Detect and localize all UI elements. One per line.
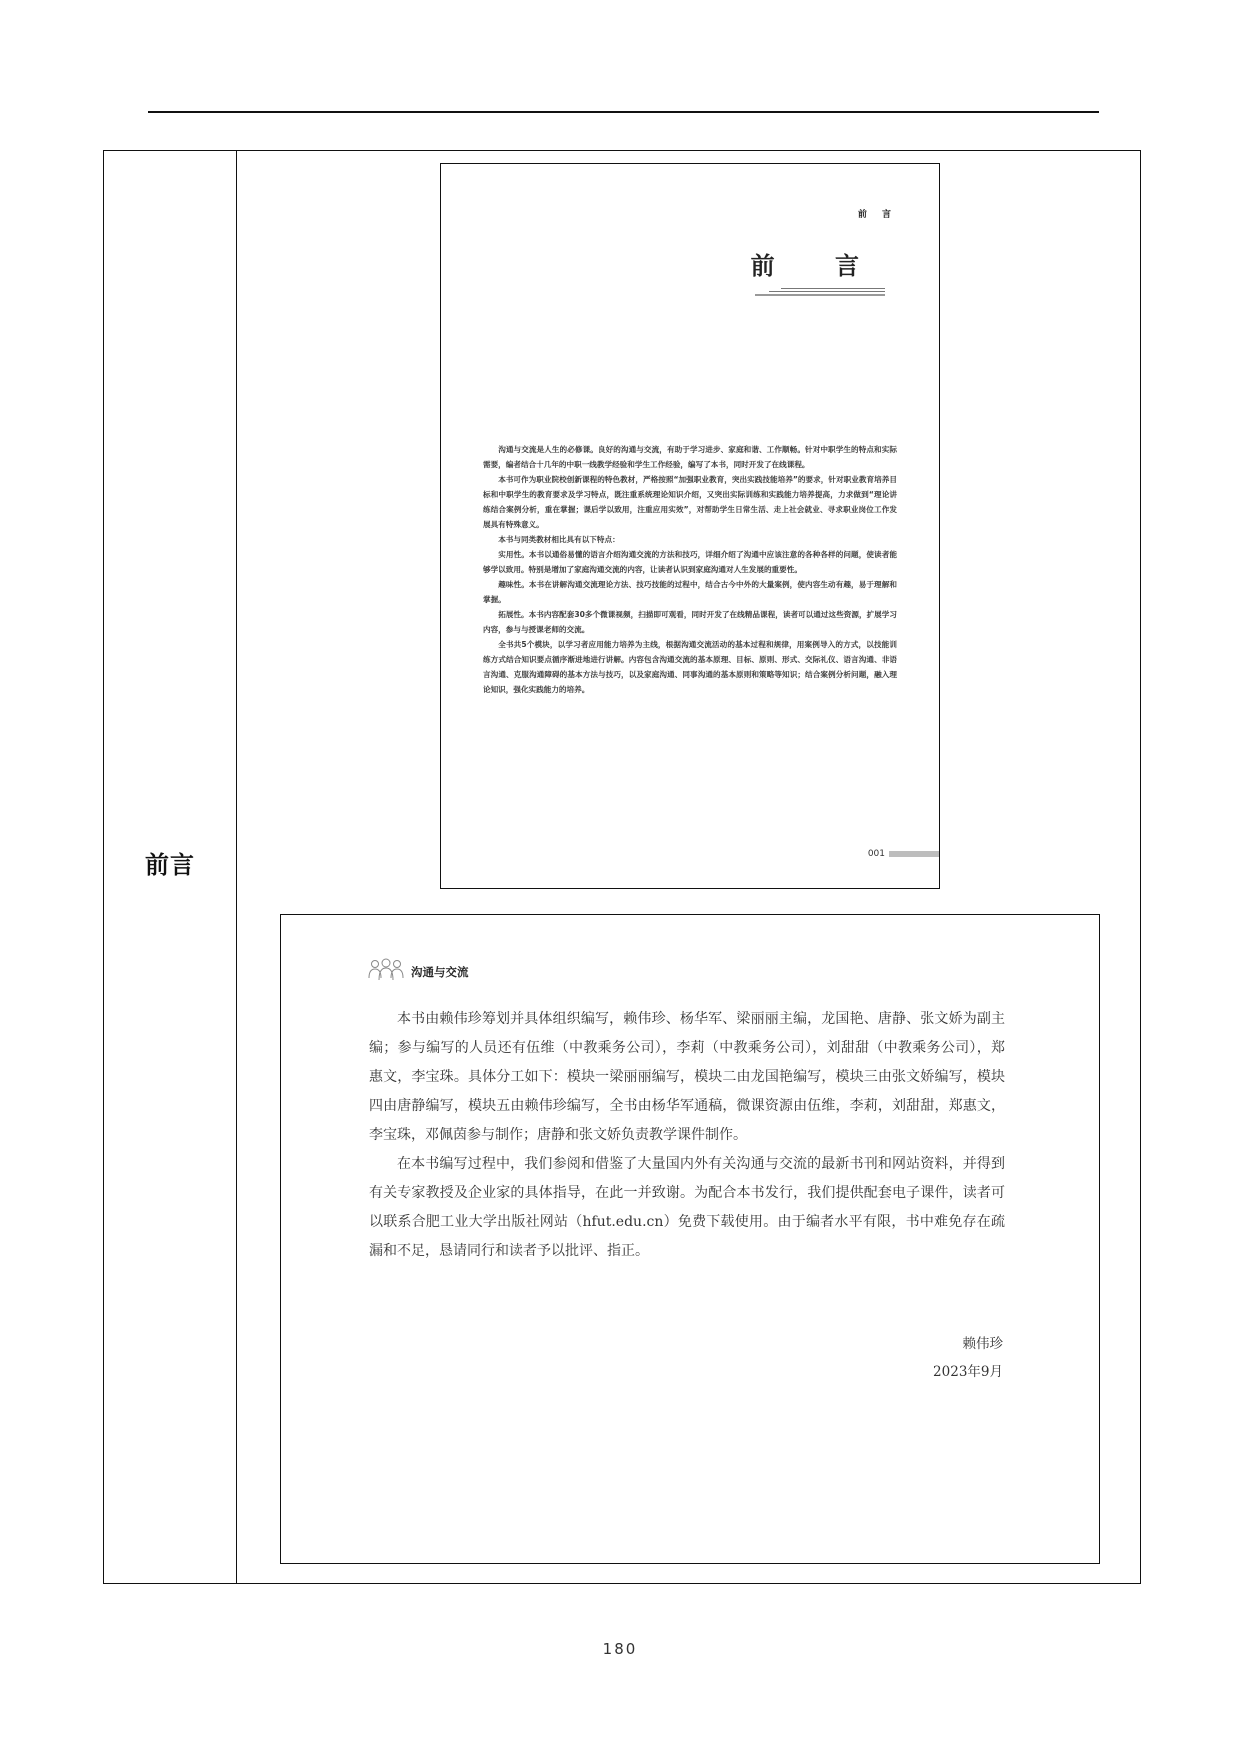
preface-page-scan: [440, 163, 940, 889]
preface-continuation-scan: [280, 914, 1100, 1564]
book-title: 沟通与交流: [411, 965, 469, 979]
preface-body: [483, 442, 897, 697]
book-header: [367, 960, 469, 984]
author-name: 赖伟珍: [962, 1336, 1003, 1352]
paragraph: 本书由赖伟珍筹划并具体组织编写，赖伟珍、杨华军、梁丽丽主编，龙国艳、唐静、张文娇为副主编；参与编写的人员还有伍维（中教乘务公司），李莉（中教乘务公司），刘甜甜（中教乘务公司），郑惠文，李宝珠。具体分工如下：模块一梁丽丽编写，模块二由龙国艳编写，模块三由张文娇编写，模块四由唐静编写，模块五由赖伟珍编写，全书由杨华军通稿，微课资源由伍维，李莉，刘甜甜，郑惠文，李宝珠，邓佩茵参与制作；唐静和张文娇负责教学课件制作。: [369, 1011, 1005, 1143]
paragraph: 本书可作为职业院校创新课程的特色教材，严格按照“加强职业教育，突出实践技能培养”的要求，针对职业教育培养目标和中职学生的教育要求及学习特点，既注重系统理论知识介绍，又突出实际训练和实践能力培养提高，力求做到“理论讲练结合案例分析，重在掌握；课后学以致用，注重应用实效”，对帮助学生日常生活、走上社会就业、寻求职业岗位工作发展具有特殊意义。: [483, 475, 897, 529]
paragraph: 实用性。本书以通俗易懂的语言介绍沟通交流的方法和技巧，详细介绍了沟通中应该注意的各种各样的问题，使读者能够学以致用。特别是增加了家庭沟通交流的内容，让读者认识到家庭沟通对人生发展的重要性。: [483, 550, 897, 574]
row-label: 前言: [145, 851, 195, 879]
page-number: 180: [602, 1640, 638, 1658]
paragraph: 拓展性。本书内容配套30多个微课视频，扫描即可观看，同时开发了在线精品课程，读者可以通过这些资源，扩展学习内容，参与与授课老师的交流。: [483, 610, 897, 634]
running-header: 前 言: [857, 210, 897, 220]
title-underline: [755, 294, 885, 296]
paragraph: 本书与同类教材相比具有以下特点：: [498, 535, 620, 544]
scan-page-number: 001: [867, 849, 885, 859]
paragraph: 趣味性。本书在讲解沟通交流理论方法、技巧技能的过程中，结合古今中外的大量案例，使内容生动有趣，易于理解和掌握。: [483, 580, 897, 604]
continuation-body: [369, 1005, 1005, 1266]
header-rule: [148, 111, 1099, 113]
title-underline: [769, 291, 885, 292]
preface-title: 前 言: [750, 252, 885, 280]
paragraph: 在本书编写过程中，我们参阅和借鉴了大量国内外有关沟通与交流的最新书刊和网站资料，并得到有关专家教授及企业家的具体指导，在此一并致谢。为配合本书发行，我们提供配套电子课件，读者可以联系合肥工业大学出版社网站（hfut.edu.cn）免费下载使用。由于编者水平有限，书中难免存在疏漏和不足，恳请同行和读者予以批评、指正。: [369, 1156, 1005, 1259]
paragraph: 沟通与交流是人生的必修课。良好的沟通与交流，有助于学习进步、家庭和谐、工作顺畅。针对中职学生的特点和实际需要，编者结合十几年的中职一线教学经验和学生工作经验，编写了本书，同时开发了在线课程。: [483, 445, 897, 469]
paragraph: 全书共5个模块，以学习者应用能力培养为主线，根据沟通交流活动的基本过程和规律，用案例导入的方式，以技能训练方式结合知识要点循序渐进地进行讲解。内容包含沟通交流的基本原理、目标、原则、形式、交际礼仪、语言沟通、非语言沟通、克服沟通障碍的基本方法与技巧，以及家庭沟通、同事沟通的基本原则和策略等知识；结合案例分析问题，融入理论知识，强化实践能力的培养。: [483, 640, 897, 694]
signature-block: [933, 1330, 1003, 1386]
title-underline: [781, 288, 885, 289]
people-icon: [367, 958, 405, 986]
signature-date: 2023年9月: [933, 1364, 1003, 1380]
page-number-bar: [889, 851, 939, 857]
